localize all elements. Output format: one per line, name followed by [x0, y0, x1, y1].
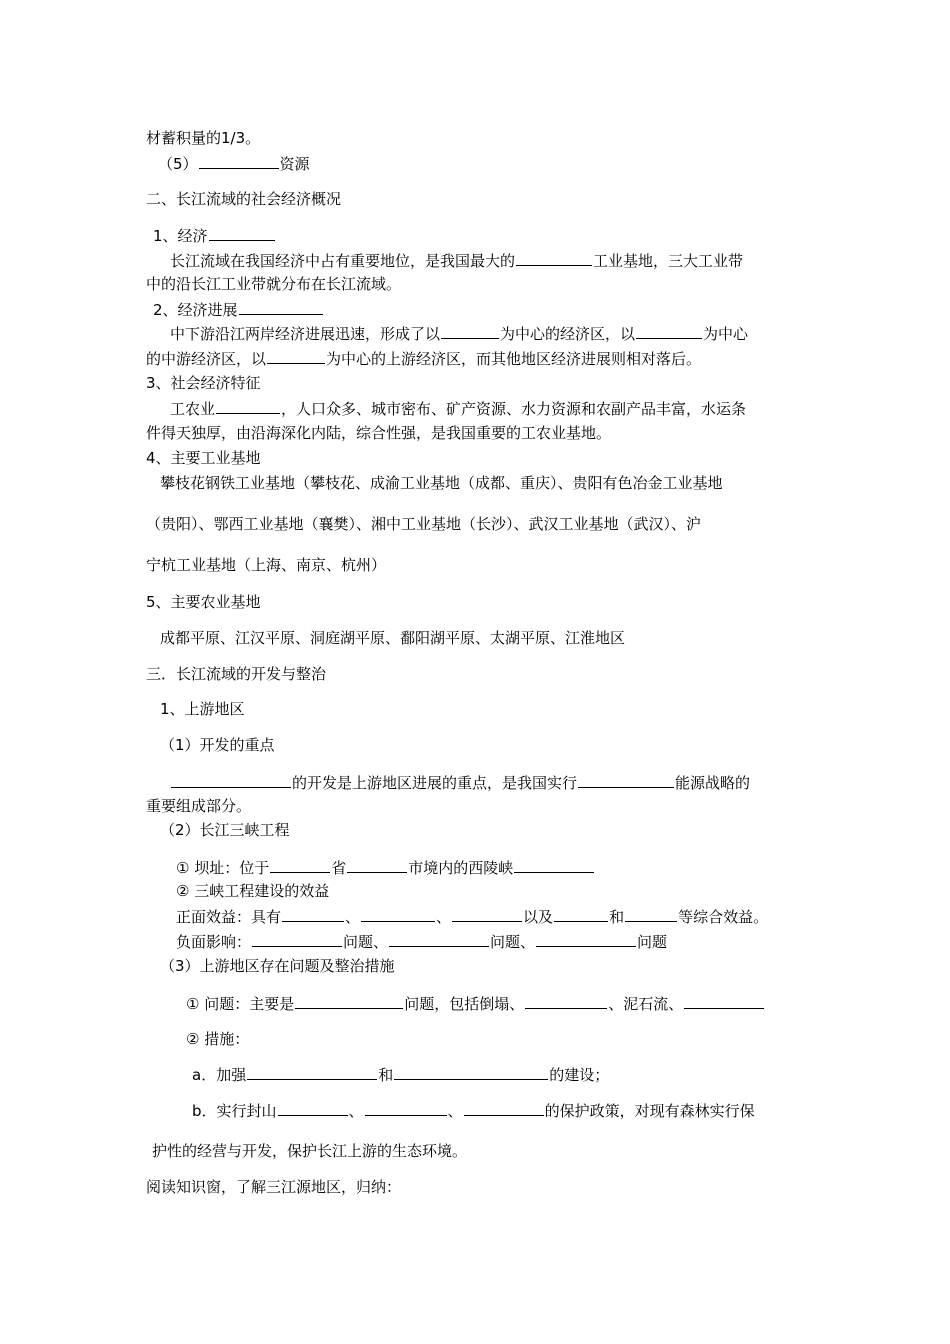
- text: 的中游经济区，以: [146, 350, 267, 368]
- fill-blank[interactable]: [361, 906, 435, 922]
- text: 以及: [523, 908, 554, 926]
- text-line: [152, 1141, 467, 1161]
- text-line: [158, 153, 310, 174]
- text: 中下游沿江两岸经济进展迅速，形成了以: [170, 325, 441, 343]
- section-heading: [146, 664, 326, 684]
- text: ① 问题：主要是: [186, 995, 295, 1013]
- text: （1）开发的重点: [160, 736, 275, 754]
- fill-blank[interactable]: [252, 931, 342, 947]
- text-line: [192, 1064, 609, 1085]
- text: 件得天独厚，由沿海深化内陆，综合性强，是我国重要的工农业基地。: [146, 424, 612, 442]
- text-line: [170, 250, 743, 271]
- fill-blank[interactable]: [270, 857, 330, 873]
- text: 、: [348, 1102, 364, 1120]
- text: 能源战略的: [675, 774, 751, 792]
- fill-blank[interactable]: [199, 153, 279, 169]
- text-line: [186, 1029, 249, 1049]
- text: 1、上游地区: [160, 700, 245, 718]
- text-line: [153, 299, 324, 320]
- text-line: [160, 473, 723, 493]
- text: 的开发是上游地区进展的重点，是我国实行: [292, 774, 578, 792]
- text-line: [170, 398, 746, 419]
- text: 为中心: [703, 325, 749, 343]
- text: 为中心的经济区，以: [500, 325, 636, 343]
- text: 长江流域在我国经济中占有重要地位，是我国最大的: [170, 252, 516, 270]
- fill-blank[interactable]: [295, 993, 403, 1009]
- text-line: [146, 423, 611, 443]
- subsection-heading: [146, 373, 261, 393]
- text: 和: [378, 1066, 394, 1084]
- fill-blank[interactable]: [267, 348, 325, 364]
- fill-blank[interactable]: [514, 857, 594, 873]
- text-line: [176, 906, 768, 927]
- text: 工业基地，三大工业带: [593, 252, 744, 270]
- text-line: [176, 931, 667, 952]
- text: 宁杭工业基地（上海、南京、杭州）: [146, 556, 387, 574]
- text: 的保护政策，对现有森林实行保: [544, 1102, 755, 1120]
- subsection-heading: [146, 448, 261, 468]
- text: a．加强: [192, 1066, 247, 1084]
- text: ② 措施：: [186, 1030, 250, 1048]
- text: 、: [447, 1102, 463, 1120]
- text: 问题、: [490, 933, 536, 951]
- subsection-heading: [160, 820, 290, 840]
- text: 省: [331, 859, 347, 877]
- text-line: [186, 993, 765, 1014]
- text-line: [153, 225, 276, 246]
- fill-blank[interactable]: [636, 323, 702, 339]
- text: 为中心的上游经济区，而其他地区经济进展则相对落后。: [326, 350, 702, 368]
- text-line: [146, 796, 251, 816]
- fill-blank[interactable]: [239, 299, 323, 315]
- text-line: [170, 323, 748, 344]
- text: 的建设；: [549, 1066, 610, 1084]
- text: 、: [436, 908, 452, 926]
- text: 攀枝花钢铁工业基地（攀枝花、成渝工业基地（成都、重庆）、贵阳有色冶金工业基地: [160, 474, 723, 492]
- text: b．实行封山: [192, 1102, 277, 1120]
- text: 等综合效益。: [678, 908, 769, 926]
- fill-blank[interactable]: [578, 772, 674, 788]
- text: 问题、: [343, 933, 389, 951]
- subsection-heading: [160, 699, 245, 719]
- text: 问题: [637, 933, 668, 951]
- fill-blank[interactable]: [684, 993, 764, 1009]
- fill-blank[interactable]: [389, 931, 489, 947]
- subsection-heading: [160, 956, 395, 976]
- text: 和: [609, 908, 625, 926]
- text-line: [146, 274, 401, 294]
- fill-blank[interactable]: [365, 1100, 447, 1116]
- fill-blank[interactable]: [394, 1064, 548, 1080]
- text-line: [146, 128, 260, 148]
- text: 重要组成部分。: [146, 797, 252, 815]
- text: 3、社会经济特征: [146, 374, 261, 392]
- fill-blank[interactable]: [536, 931, 636, 947]
- text-line: [176, 881, 329, 901]
- text: ② 三峡工程建设的效益: [176, 882, 330, 900]
- text: 2、经济进展: [153, 301, 238, 319]
- text: 资源: [279, 155, 310, 173]
- text: 中的沿长江工业带就分布在长江流域。: [146, 275, 402, 293]
- fill-blank[interactable]: [452, 906, 522, 922]
- text: ，人口众多、城市密布、矿产资源、水力资源和农副产品丰富，水运条: [281, 400, 747, 418]
- text: 二、长江流域的社会经济概况: [146, 190, 342, 208]
- text: 1、经济: [153, 227, 208, 245]
- fill-blank[interactable]: [464, 1100, 544, 1116]
- fill-blank[interactable]: [171, 772, 291, 788]
- text: 5、主要农业基地: [146, 593, 261, 611]
- fill-blank[interactable]: [278, 1100, 348, 1116]
- subsection-heading: [160, 735, 275, 755]
- text: 市境内的西陵峡: [408, 859, 514, 877]
- text: （3）上游地区存在问题及整治措施: [160, 957, 395, 975]
- text-line: [146, 514, 701, 534]
- text: 、: [345, 908, 361, 926]
- text: 工农业: [170, 400, 216, 418]
- text: （5）: [158, 155, 198, 173]
- text: 成都平原、江汉平原、洞庭湖平原、鄱阳湖平原、太湖平原、江淮地区: [160, 629, 626, 647]
- text-line: [146, 555, 386, 575]
- text: 材蓄积量的1/3。: [146, 129, 261, 147]
- section-heading: [146, 189, 341, 209]
- text: ① 坝址：位于: [176, 859, 270, 877]
- text: 护性的经营与开发，保护长江上游的生态环境。: [152, 1142, 468, 1160]
- fill-blank[interactable]: [516, 250, 592, 266]
- fill-blank[interactable]: [347, 857, 407, 873]
- fill-blank[interactable]: [209, 225, 275, 241]
- text: 4、主要工业基地: [146, 449, 261, 467]
- text: （贵阳）、鄂西工业基地（襄樊）、湘中工业基地（长沙）、武汉工业基地（武汉）、沪: [146, 515, 702, 533]
- fill-blank[interactable]: [554, 906, 608, 922]
- text-line: [160, 628, 625, 648]
- text: 三．长江流域的开发与整治: [146, 665, 327, 683]
- text: 、泥石流、: [608, 995, 684, 1013]
- text-line: [146, 1177, 401, 1197]
- fill-blank[interactable]: [625, 906, 677, 922]
- text: （2）长江三峡工程: [160, 821, 290, 839]
- text-line: [170, 772, 750, 793]
- text: 阅读知识窗，了解三江源地区，归纳：: [146, 1178, 402, 1196]
- fill-blank[interactable]: [216, 398, 280, 414]
- fill-blank[interactable]: [525, 993, 607, 1009]
- fill-blank[interactable]: [441, 323, 499, 339]
- text: 正面效益：具有: [176, 908, 282, 926]
- text: 问题，包括倒塌、: [404, 995, 525, 1013]
- text-line: [146, 348, 701, 369]
- subsection-heading: [146, 592, 261, 612]
- text: 负面影响：: [176, 933, 252, 951]
- fill-blank[interactable]: [282, 906, 344, 922]
- fill-blank[interactable]: [247, 1064, 377, 1080]
- text-line: [176, 857, 595, 878]
- text-line: [192, 1100, 755, 1121]
